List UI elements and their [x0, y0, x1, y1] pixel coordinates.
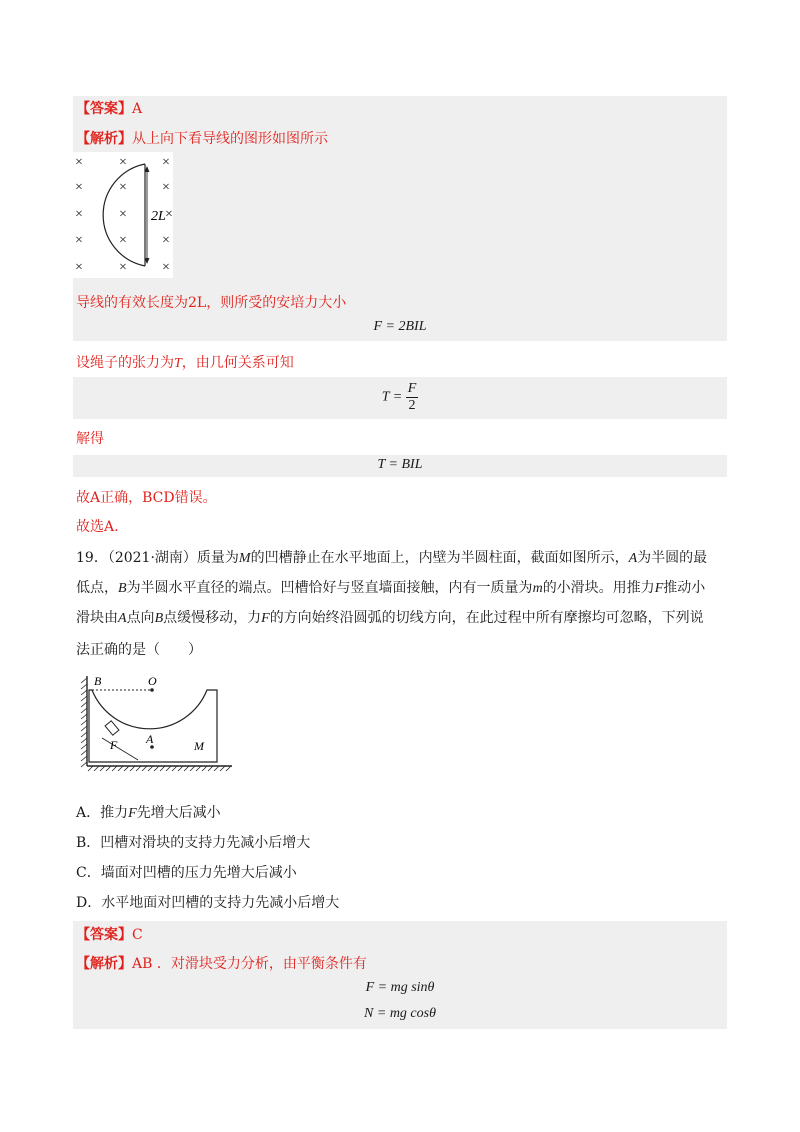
tension-text: 设绳子的张力为T，由几何关系可知: [76, 355, 294, 371]
question-line-1: 19．（2021·湖南）质量为M的凹槽静止在水平地面上，内壁为半圆柱面，截面如图所示，A为半圆的最: [76, 550, 708, 566]
field-cross-icon: ×: [119, 180, 127, 195]
field-cross-icon: ×: [75, 233, 83, 248]
analysis-line-2: 【解析】AB ．对滑块受力分析，由平衡条件有: [76, 956, 367, 972]
option-c[interactable]: C．墙面对凹槽的压力先增大后减小: [76, 865, 297, 881]
question-line-4: 法正确的是（ ）: [76, 642, 202, 658]
option-b[interactable]: B．凹槽对滑块的支持力先减小后增大: [76, 835, 311, 851]
field-cross-icon: ×: [162, 260, 170, 275]
option-d[interactable]: D．水平地面对凹槽的支持力先减小后增大: [76, 895, 340, 911]
field-cross-icon: ×: [162, 155, 170, 170]
fig2-label-A: A: [146, 732, 154, 746]
field-cross-icon: ×: [162, 180, 170, 195]
formula-f5: N = mg cosθ: [364, 1006, 436, 1021]
formula-f4: F = mg sinθ: [365, 980, 435, 995]
fig2-label-O: O: [148, 674, 157, 688]
field-cross-icon: ×: [75, 180, 83, 195]
option-a[interactable]: A．推力F先增大后减小: [76, 805, 221, 821]
fig2-label-M: M: [194, 739, 204, 753]
fig1-length-label: 2L: [151, 209, 166, 224]
effective-length-text: 导线的有效长度为2L，则所受的安培力大小: [76, 295, 347, 311]
formula-f3: T = BIL: [377, 457, 423, 472]
field-cross-icon: ×: [75, 155, 83, 170]
groove-figure: [72, 672, 242, 777]
field-cross-icon: ×: [119, 207, 127, 222]
question-line-2: 低点，B为半圆水平直径的端点。凹槽恰好与竖直墙面接触，内有一质量为m的小滑块。用推力F推动小: [76, 580, 706, 596]
field-cross-icon: ×: [119, 233, 127, 248]
wire-figure: [73, 152, 173, 278]
answer-line-2: 【答案】C: [76, 927, 143, 943]
conclusion-1: 故A正确，BCD错误。: [76, 490, 217, 506]
fig2-label-F: F: [110, 738, 118, 752]
answer-line-1: 【答案】A: [76, 101, 143, 117]
conclusion-2: 故选A.: [76, 519, 119, 535]
formula-f1: F = 2BIL: [373, 319, 427, 334]
field-cross-icon: ×: [75, 207, 83, 222]
solve-text: 解得: [76, 431, 104, 447]
field-cross-icon: ×: [75, 260, 83, 275]
field-cross-icon: ×: [119, 155, 127, 170]
field-cross-icon: ×: [165, 207, 173, 222]
field-cross-icon: ×: [162, 233, 170, 248]
fig2-label-B: B: [94, 674, 102, 688]
question-line-3: 滑块由A点向B点缓慢移动，力F的方向始终沿圆弧的切线方向，在此过程中所有摩擦均可忽略，下列说: [76, 610, 704, 626]
analysis-line-1: 【解析】从上向下看导线的图形如图所示: [76, 131, 328, 147]
field-cross-icon: ×: [119, 260, 127, 275]
formula-f2: T = $\frac{F}{2}$: [381, 381, 417, 413]
